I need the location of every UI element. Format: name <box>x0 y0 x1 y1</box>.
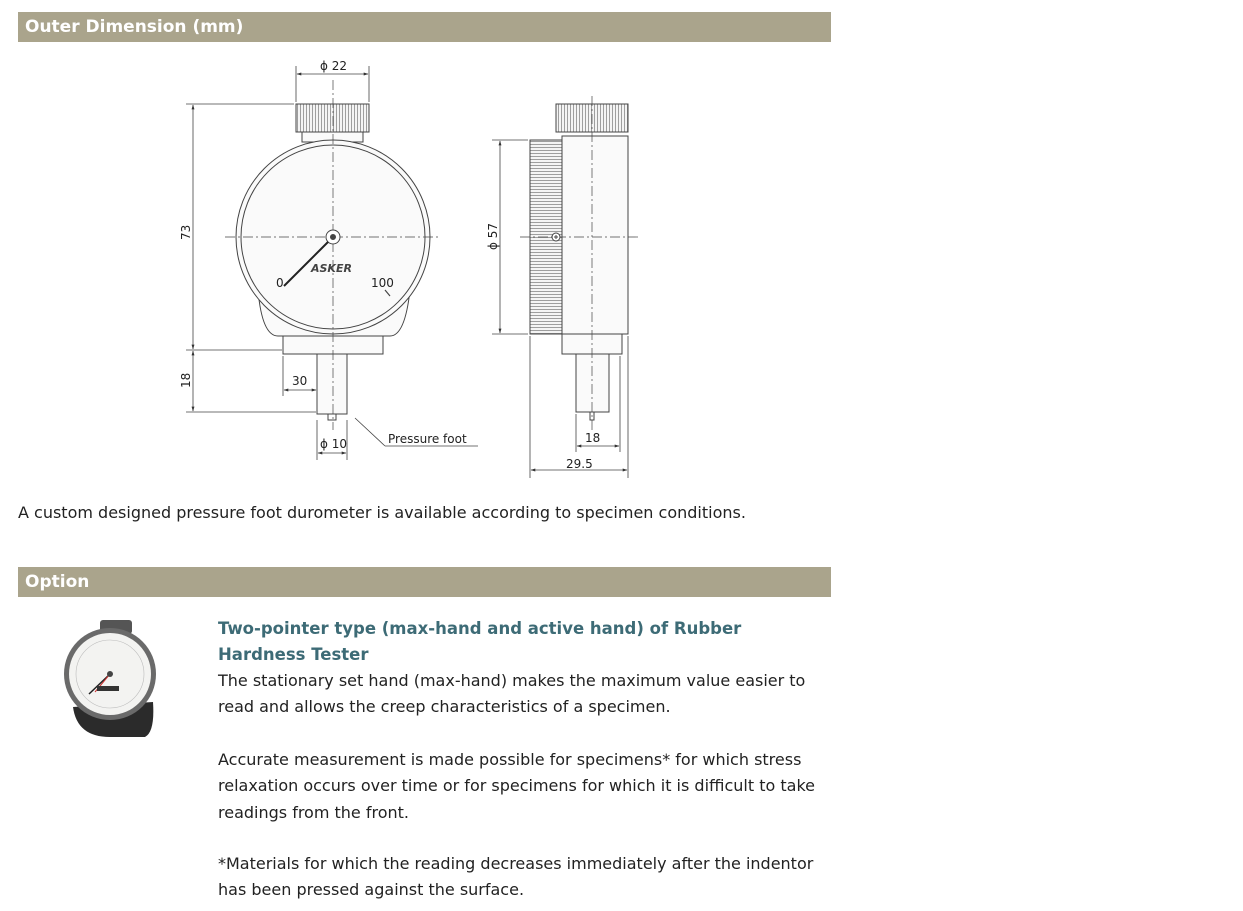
dim-foot-diameter: ϕ 10 <box>320 437 347 451</box>
dim-side-foot: 18 <box>585 431 601 445</box>
dim-height: 73 <box>179 224 193 240</box>
side-view <box>520 96 640 430</box>
option-paragraph-3: *Materials for which the reading decreases immediately after the indentor has been pressed against the surface. <box>218 854 814 900</box>
option-title: Two-pointer type (max-hand and active hand) of Rubber Hardness Tester <box>218 619 742 665</box>
outer-dimension-header: Outer Dimension (mm) <box>18 12 831 42</box>
front-knob <box>296 104 369 132</box>
option-header: Option <box>18 567 831 597</box>
custom-foot-note: A custom designed pressure foot durometer is available according to specimen conditions. <box>18 503 746 522</box>
brand-logo-label: ASKER <box>311 262 352 275</box>
dim-body-width: 30 <box>292 374 308 388</box>
dimension-drawing <box>160 50 660 485</box>
front-view <box>225 80 440 430</box>
option-paragraph-1: The stationary set hand (max-hand) makes the maximum value easier to read and allows the creep characteristics of a specimen. <box>218 671 806 717</box>
dim-side-depth: 29.5 <box>566 457 593 471</box>
dim-lower-height: 18 <box>179 372 193 388</box>
dial-zero-label: 0 <box>276 276 284 290</box>
dial-hundred-label: 100 <box>371 276 394 290</box>
durometer-photo <box>55 612 165 742</box>
option-paragraph-2: Accurate measurement is made possible for specimens* for which stress relaxation occurs over time or for specimens for which it is difficult to take readings from the front. <box>218 750 815 822</box>
dim-dial-diameter: ϕ 57 <box>486 223 500 250</box>
dim-top-diameter: ϕ 22 <box>320 59 347 73</box>
pressure-foot-label: Pressure foot <box>388 432 467 446</box>
